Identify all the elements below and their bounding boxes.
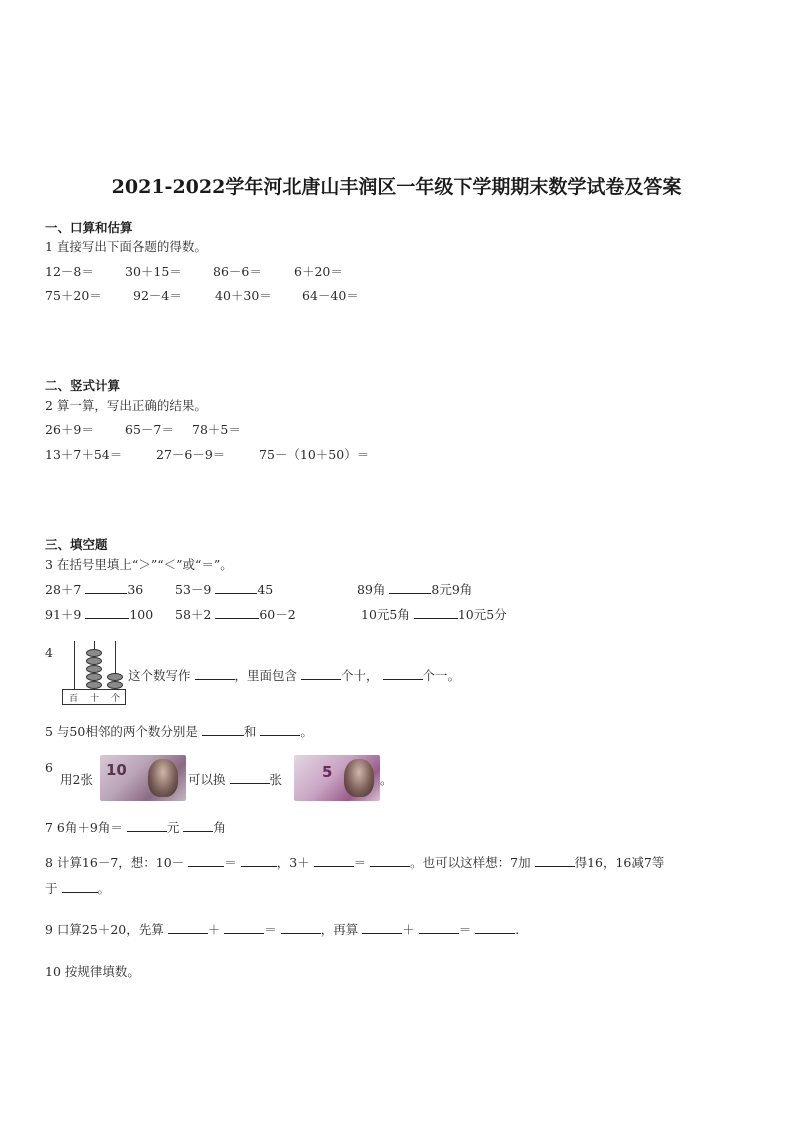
q3-left: 28＋7 xyxy=(45,582,82,597)
abacus-image xyxy=(62,641,126,707)
q8-text: 于 xyxy=(45,881,58,896)
q5-text: 和 xyxy=(243,724,257,739)
q3-right: 60－2 xyxy=(259,607,296,622)
answer-blank[interactable] xyxy=(168,921,208,934)
q4-text: 个一。 xyxy=(422,668,461,683)
answer-blank[interactable] xyxy=(370,854,410,867)
q2-item: 78＋5＝ xyxy=(192,422,241,437)
abacus-bead xyxy=(107,681,123,689)
q1-item: 12－8＝ xyxy=(45,264,94,279)
q3-right: 10元5分 xyxy=(457,607,507,622)
q1-item: 64－40＝ xyxy=(302,288,359,303)
q3-compare-row xyxy=(357,580,472,598)
abacus-bead xyxy=(86,673,102,681)
q6-text-mid xyxy=(188,770,282,788)
q3-compare-row xyxy=(45,605,153,623)
answer-blank[interactable] xyxy=(85,606,129,619)
question-3: 3 在括号里填上“＞”“＜”或“＝”。 xyxy=(45,557,233,572)
q2-item: 27－6－9＝ xyxy=(156,447,226,462)
q9-text: ＝ xyxy=(458,922,472,937)
question-1: 1 直接写出下面各题的得数。 xyxy=(45,239,207,254)
q2-item: 75－（10＋50）＝ xyxy=(259,447,370,462)
q9-text: ＝ xyxy=(264,922,277,937)
question-2: 2 算一算，写出正确的结果。 xyxy=(45,398,207,413)
q3-right: 36 xyxy=(127,582,144,597)
section-2-heading: 二、竖式计算 xyxy=(45,378,121,393)
answer-blank[interactable] xyxy=(475,921,515,934)
q6-text: 。 xyxy=(380,772,393,787)
ten-yuan-banknote-image xyxy=(100,755,186,801)
q8-text: 得16，16减7等 xyxy=(574,855,665,870)
answer-blank[interactable] xyxy=(362,921,402,934)
q2-item: 65－7＝ xyxy=(125,422,174,437)
portrait-icon xyxy=(148,759,178,797)
q9-text: . xyxy=(515,922,520,937)
abacus-label: 百 xyxy=(69,694,79,704)
q6-text: 用2张 xyxy=(60,772,93,787)
q1-item: 6＋20＝ xyxy=(294,264,343,279)
answer-blank[interactable] xyxy=(195,667,235,680)
answer-blank[interactable] xyxy=(215,581,257,594)
abacus-base xyxy=(62,689,126,705)
answer-blank[interactable] xyxy=(281,921,321,934)
q8-text: 。也可以这样想：7加 xyxy=(410,855,531,870)
q6-text: 可以换 xyxy=(188,772,226,787)
q8-text: 。 xyxy=(97,881,111,896)
q7-text: 元 xyxy=(166,820,180,835)
abacus-bead xyxy=(86,665,102,673)
q4-text: ，里面包含 xyxy=(234,668,298,683)
q9-text: ＋ xyxy=(207,922,221,937)
section-3-heading: 三、填空题 xyxy=(45,537,108,552)
q3-left: 91＋9 xyxy=(45,607,82,622)
answer-blank[interactable] xyxy=(202,723,244,736)
abacus-bead xyxy=(86,681,102,689)
answer-blank[interactable] xyxy=(389,581,431,594)
answer-blank[interactable] xyxy=(224,921,264,934)
q9-text: ，再算 xyxy=(320,922,359,937)
q1-item: 75＋20＝ xyxy=(45,288,102,303)
q5-text: 5 与50相邻的两个数分别是 xyxy=(45,724,198,739)
answer-blank[interactable] xyxy=(301,667,341,680)
q5-text: 。 xyxy=(300,724,313,739)
q3-compare-row xyxy=(175,605,296,623)
question-8-line-2 xyxy=(45,879,110,897)
q3-left: 58＋2 xyxy=(175,607,212,622)
q6-text: 张 xyxy=(269,772,283,787)
answer-blank[interactable] xyxy=(414,606,458,619)
question-5 xyxy=(45,722,313,740)
q3-compare-row xyxy=(45,580,143,598)
section-1-heading: 一、口算和估算 xyxy=(45,220,133,235)
q3-left: 89角 xyxy=(357,582,386,597)
q9-text: 9 口算25＋20，先算 xyxy=(45,922,164,937)
answer-blank[interactable] xyxy=(260,723,300,736)
q1-item: 86－6＝ xyxy=(213,264,262,279)
answer-blank[interactable] xyxy=(183,819,213,832)
question-9 xyxy=(45,920,519,938)
q3-left: 10元5角 xyxy=(361,607,410,622)
question-4-text xyxy=(128,666,460,684)
abacus-label: 个 xyxy=(111,694,121,704)
abacus-bead xyxy=(86,657,102,665)
answer-blank[interactable] xyxy=(314,854,354,867)
answer-blank[interactable] xyxy=(241,854,277,867)
q3-right: 45 xyxy=(257,582,274,597)
question-10: 10 按规律填数。 xyxy=(45,964,140,979)
q8-text: ＝ xyxy=(224,855,237,870)
answer-blank[interactable] xyxy=(383,667,423,680)
answer-blank[interactable] xyxy=(85,581,127,594)
portrait-icon xyxy=(344,759,374,797)
q1-item: 30＋15＝ xyxy=(125,264,182,279)
answer-blank[interactable] xyxy=(230,771,270,784)
question-4-number: 4 xyxy=(45,645,53,660)
answer-blank[interactable] xyxy=(535,854,575,867)
answer-blank[interactable] xyxy=(419,921,459,934)
banknote-value: 5 xyxy=(322,763,333,781)
q8-text: 8 计算16－7，想：10－ xyxy=(45,855,185,870)
q3-compare-row xyxy=(175,580,273,598)
q1-item: 40＋30＝ xyxy=(215,288,272,303)
abacus-rod-hundreds xyxy=(74,641,75,689)
banknote-value: 10 xyxy=(106,761,127,779)
answer-blank[interactable] xyxy=(127,819,167,832)
question-8-line-1 xyxy=(45,853,664,871)
q4-text: 这个数写作 xyxy=(128,668,191,683)
q7-text: 7 6角＋9角＝ xyxy=(45,820,123,835)
q3-right: 8元9角 xyxy=(431,582,473,597)
q7-text: 角 xyxy=(213,820,226,835)
q1-item: 92－4＝ xyxy=(133,288,182,303)
abacus-label: 十 xyxy=(90,694,100,704)
page-title: 2021-2022学年河北唐山丰润区一年级下学期期末数学试卷及答案 xyxy=(111,176,682,198)
q2-item: 26＋9＝ xyxy=(45,422,94,437)
question-7 xyxy=(45,818,226,836)
answer-blank[interactable] xyxy=(62,880,98,893)
abacus-bead xyxy=(107,673,123,681)
q3-compare-row xyxy=(361,605,507,623)
five-yuan-banknote-image xyxy=(294,755,380,801)
q2-item: 13＋7＋54＝ xyxy=(45,447,123,462)
question-6-number: 6 xyxy=(45,760,53,775)
q9-text: ＋ xyxy=(402,922,415,937)
q3-right: 100 xyxy=(129,607,154,622)
abacus-bead xyxy=(86,649,102,657)
answer-blank[interactable] xyxy=(215,606,259,619)
answer-blank[interactable] xyxy=(188,854,224,867)
q8-text: ＝ xyxy=(353,855,367,870)
q3-left: 53－9 xyxy=(175,582,212,597)
q4-text: 个十， xyxy=(341,668,379,683)
q8-text: ，3＋ xyxy=(276,855,310,870)
